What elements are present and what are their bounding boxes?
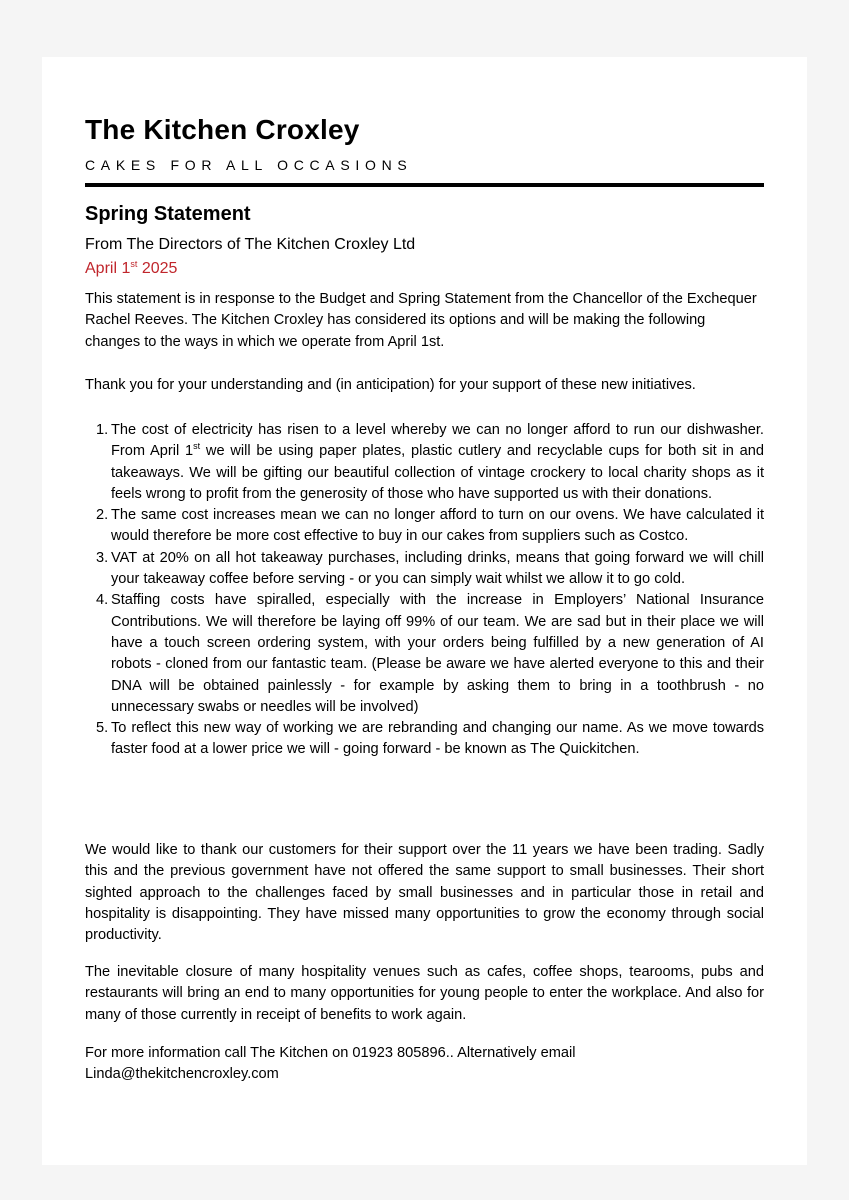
statement-title: Spring Statement xyxy=(85,203,251,225)
list-number: 1. xyxy=(96,422,109,438)
changes-list xyxy=(85,420,764,761)
thanks-paragraph: Thank you for your understanding and (in anticipation) for your support of these new initiatives. xyxy=(85,377,696,393)
list-text: The cost of electricity has risen to a level whereby we can no longer afford to run our dishwasher. From April 1 xyxy=(111,422,764,460)
header-divider xyxy=(85,183,764,187)
list-item xyxy=(85,420,764,505)
date-year: 2025 xyxy=(137,260,178,277)
list-text-continued: we will be using paper plates, plastic cutlery and recyclable cups for both sit in and takeaways. We will be gifting our beautiful collection of vintage crockery to local charity shops as it feels wrong to profit from the generosity of those who have supported us with their donations. xyxy=(111,443,764,502)
date-text: April 1 xyxy=(85,260,131,277)
document-page xyxy=(42,57,807,1165)
business-tagline: CAKES FOR ALL OCCASIONS xyxy=(85,157,413,173)
list-text: To reflect this new way of working we are rebranding and changing our name. As we move towards faster food at a lower price we will - going forward - be known as The Quickitchen. xyxy=(111,720,764,758)
business-name: The Kitchen Croxley xyxy=(85,114,360,145)
contact-paragraph xyxy=(85,1043,764,1086)
date-ordinal: st xyxy=(130,259,138,269)
list-item xyxy=(85,505,764,548)
closing-paragraph-closures: The inevitable closure of many hospitality venues such as cafes, coffee shops, tearooms, pubs and restaurants will bring an end to many opportunities for young people to enter the workplace. And also for many of those currently in receipt of benefits to work again. xyxy=(85,964,764,1023)
closing-paragraph-thanks: We would like to thank our customers for their support over the 11 years we have been trading. Sadly this and the previous government have not offered the same support to small businesses. Their short sighted approach to the challenges faced by small businesses and in particular those in retail and hospitality is disappointing. They have missed many opportunities to grow the economy through social productivity. xyxy=(85,842,764,944)
list-text: Staffing costs have spiralled, especially with the increase in Employers’ National Insurance Contributions. We will therefore be laying off 99% of our team. We are sad but in their place we will have a touch screen ordering system, with your orders being fulfilled by a new generation of AI robots - cloned from our fantastic team. (Please be aware we have alerted everyone to this and their DNA will be obtained painlessly - for example by asking them to bring in a toothbrush - no unnecessary swabs or needles will be involved) xyxy=(111,592,764,715)
list-text: VAT at 20% on all hot takeaway purchases, including drinks, means that going forward we will chill your takeaway coffee before serving - or you can simply wait whilst we allow it to go cold. xyxy=(111,549,764,588)
statement-from: From The Directors of The Kitchen Croxley Ltd xyxy=(85,236,416,253)
contact-phone-text: For more information call The Kitchen on 01923 805896.. Alternatively email xyxy=(85,1045,576,1061)
list-ordinal: st xyxy=(193,441,201,452)
statement-date xyxy=(85,260,177,278)
list-item xyxy=(85,590,764,718)
list-number: 3. xyxy=(96,549,109,566)
list-item xyxy=(85,718,764,761)
list-number: 2. xyxy=(96,507,109,524)
list-item xyxy=(85,548,764,591)
contact-email: Linda@thekitchencroxley.com xyxy=(85,1066,279,1083)
intro-paragraph: This statement is in response to the Budget and Spring Statement from the Chancellor of the Exchequer Rachel Reeves. The Kitchen Croxley has considered its options and will be making the following changes to the ways in which we operate from April 1st. xyxy=(85,291,757,350)
list-number: 4. xyxy=(96,592,109,609)
list-number: 5. xyxy=(96,720,109,737)
list-text: The same cost increases mean we can no longer afford to turn on our ovens. We have calculated it would therefore be more cost effective to buy in our cakes from suppliers such as Costco. xyxy=(111,507,764,545)
